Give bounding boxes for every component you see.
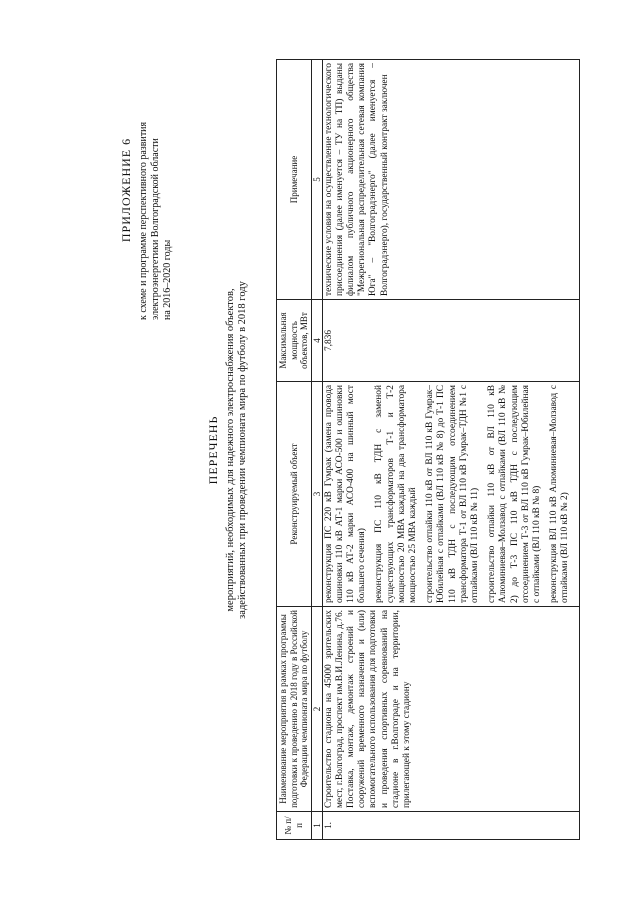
document-subtitle-line: задействованных при проведении чемпионата мира по футболу в 2018 году (237, 281, 249, 619)
document-title: ПЕРЕЧЕНЬ (206, 415, 220, 485)
events-table (276, 59, 580, 840)
column-number-row (311, 60, 322, 840)
appendix-block (120, 60, 174, 320)
header-note: Примечание (277, 60, 312, 300)
column-number: 2 (311, 607, 322, 812)
header-number: № п/п (277, 812, 312, 840)
rotated-content (119, 60, 571, 840)
column-number: 3 (311, 382, 322, 607)
object-item: реконструкция ПС 110 кВ ТДН с заменой существующих трансформаторов Т-1 и Т-2 мощностью 20 МВА каждый на два трансформатора мощностью 25 МВА каждый (374, 385, 418, 603)
note-cell: технические условия на осуществление технологического присоединения (далее именуется – ТУ на ТП) выданы филиалом публичного акционерного общества "Межрегиональная распределительная сетевая компания Юга" – "Волгоградэнерго" (далее именуется – Волгоградэнерго), государственный контракт заключен (322, 60, 579, 300)
appendix-title: ПРИЛОЖЕНИЕ 6 (119, 137, 133, 243)
object-item: строительство отпайки 110 кВ от ВЛ 110 кВ Гумрак–Юбилейная с отпайками (ВЛ 110 кВ № 8) до Т-1 ПС 110 кВ ТДН с последующим отсоединением трансформатора Т-1 от ВЛ 110 кВ Гумрак–ТДН №1 с отпайками (ВЛ 110 кВ № 11) (425, 385, 480, 603)
object-item: строительство отпайки 110 кВ от ВЛ 110 кВ Алюминиевая–Молзавод с отпайками (ВЛ 110 кВ № 2) до Т-3 ПС 110 кВ ТДН с последующим отсоединением Т-3 от ВЛ 110 кВ Гумрак–Юбилейная с отпайками (ВЛ 110 кВ № 8) (487, 385, 542, 603)
power-cell: 7,836 (322, 300, 579, 382)
column-number: 5 (311, 60, 322, 300)
objects-cell (322, 382, 579, 607)
table-row (322, 60, 579, 840)
column-number: 4 (311, 300, 322, 382)
event-cell: Строительство стадиона на 45000 зрительских мест, г.Волгоград, проспект им.В.И.Ленина, д.76. Поставка, монтаж, демонтаж строений и сооружений временного назначения и (или) вспомогательного использования для подготовки и проведения спортивных соревнований на стадионе в г.Волгограде и на территории, прилегающей к этому стадиону (322, 607, 579, 812)
document-heading (208, 60, 249, 840)
object-item: реконструкция ПС 220 кВ Гумрак (замена провода ошиновки 110 кВ АТ-1 марки АСО-500 и ошиновки 110 кВ АТ-2 марки АСО-400 на шинный мост большего сечения) (323, 385, 368, 603)
appendix-line: электроэнергетики Волгоградской области (150, 138, 161, 320)
document-subtitle-line: мероприятий, необходимых для надежного электроснабжения объектов, (225, 288, 237, 612)
column-number: 1 (311, 812, 322, 840)
table-header-row (277, 60, 312, 840)
header-object: Реконструируемый объект (277, 382, 312, 607)
header-event: Наименование мероприятия в рамках программы подготовки к проведению в 2018 году в Российской Федерации чемпионата мира по футболу (277, 607, 312, 812)
appendix-line: на 2016–2020 годы (162, 239, 173, 320)
object-item: реконструкция ВЛ 110 кВ Алюминиевая–Молзавод с отпайками (ВЛ 110 кВ № 2) (549, 385, 571, 603)
row-number: 1. (322, 812, 579, 840)
header-power: Максимальная мощность объектов, МВт (277, 300, 312, 382)
appendix-line: к схеме и программе перспективного развития (138, 121, 149, 320)
